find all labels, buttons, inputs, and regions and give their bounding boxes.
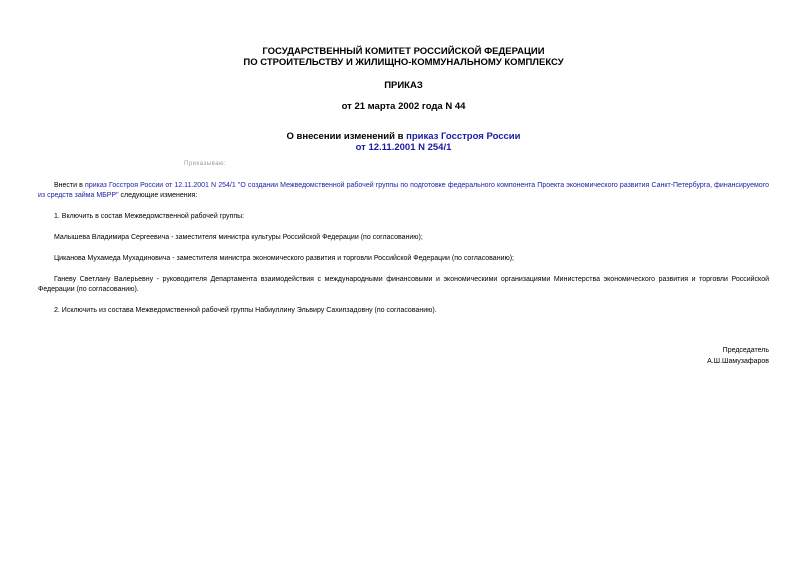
member-malyshev: Малышева Владимира Сергеевича - заместителя министра культуры Российской Федерации (по согласованию);: [54, 234, 423, 241]
document-subject: [0, 131, 807, 153]
member-tsikanov: Циканова Мухамеда Мухадиновича - заместителя министра экономического развития и торговли Российской Федерации (по согласованию);: [54, 255, 515, 262]
signature-title: Председатель: [722, 347, 769, 354]
order-stamp: Приказываю:: [184, 161, 227, 167]
paragraph-amendment-suffix: следующие изменения:: [118, 192, 198, 199]
referenced-order-link[interactable]: приказ Госстроя России от 12.11.2001 N 254/1 "О создании Межведомственной рабочей группы по подготовке федерального компонента Проекта экономического развития Санкт-Петербурга, финансируемого из средств займа МБРР": [38, 182, 769, 199]
paragraph-exclude-member: 2. Исключить из состава Межведомственной рабочей группы Набиуллину Эльвиру Сахипзадовну (по согласованию).: [54, 307, 437, 314]
organization-line-1: ГОСУДАРСТВЕННЫЙ КОМИТЕТ РОССИЙСКОЙ ФЕДЕРАЦИИ: [262, 46, 545, 57]
subject-prefix: О внесении изменений в: [286, 131, 407, 142]
document-type: ПРИКАЗ: [384, 80, 423, 91]
subject-line-1: [0, 131, 807, 142]
paragraph-amendment: [38, 181, 769, 201]
paragraph-amendment-prefix: Внести в: [54, 182, 86, 189]
member-ganeva: Ганеву Светлану Валерьевну - руководителя Департамента взаимодействия с международными финансовыми и экономическими организациями Министерства экономического развития и торговли Российской Федерации (по согласованию).: [38, 276, 769, 293]
organization-line-2: ПО СТРОИТЕЛЬСТВУ И ЖИЛИЩНО-КОММУНАЛЬНОМУ КОМПЛЕКСУ: [243, 57, 564, 68]
subject-order-link[interactable]: приказ Госстроя России: [406, 131, 521, 142]
signature-name: А.Ш.Шамузафаров: [707, 358, 769, 365]
subject-line-2[interactable]: от 12.11.2001 N 254/1: [355, 142, 452, 153]
paragraph-include-members: 1. Включить в состав Межведомственной рабочей группы:: [54, 213, 245, 220]
document-date-number: от 21 марта 2002 года N 44: [341, 101, 466, 112]
organization-name: [0, 46, 807, 68]
